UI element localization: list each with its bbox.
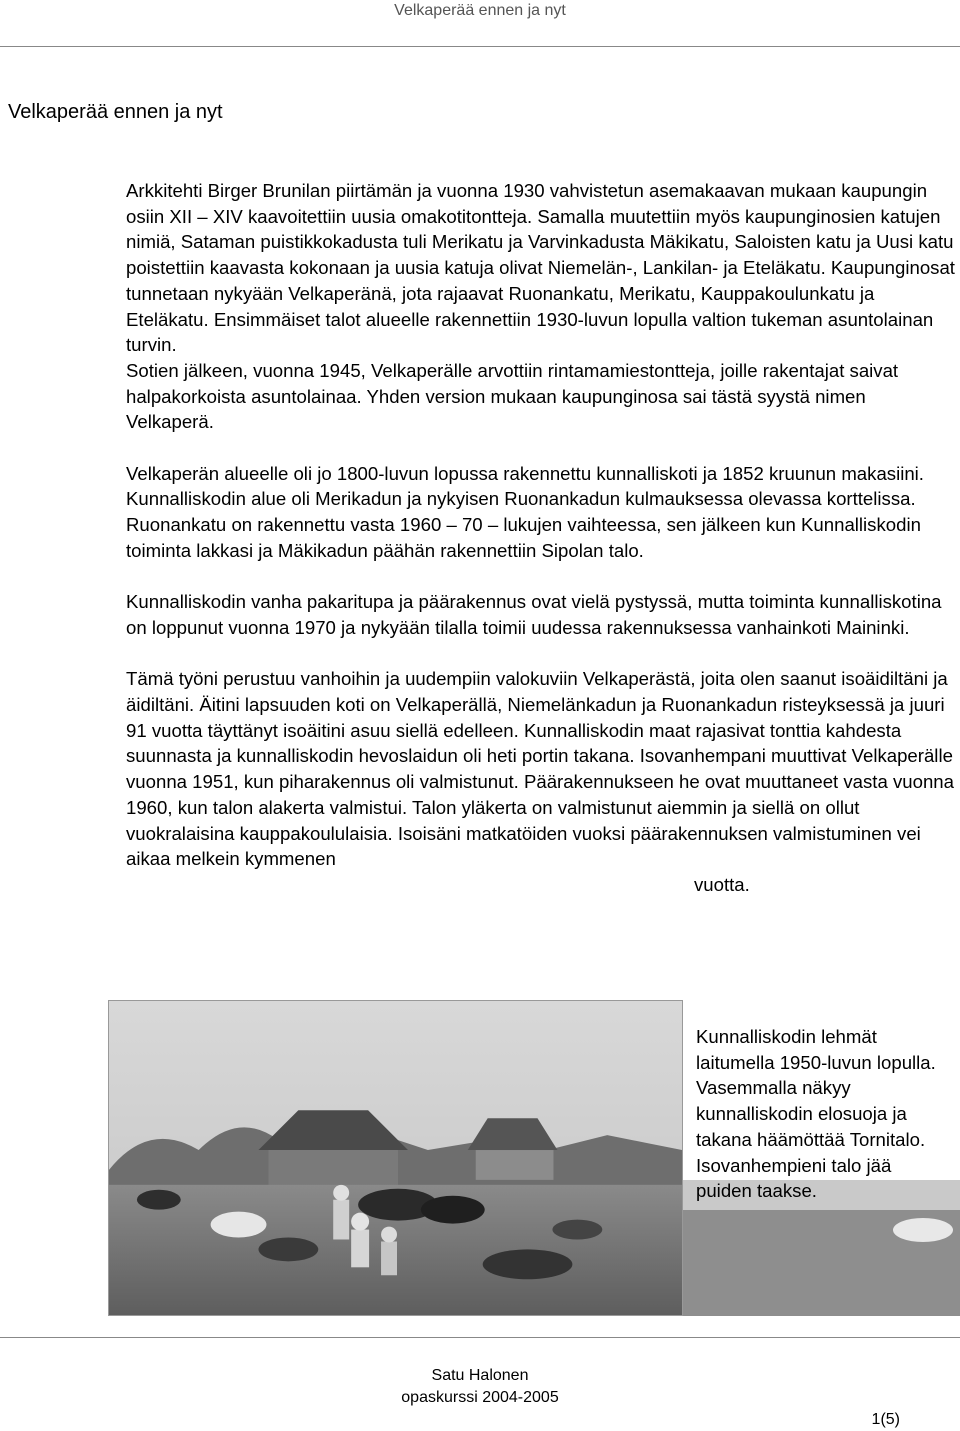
running-header: Velkaperää ennen ja nyt bbox=[394, 2, 566, 19]
paragraph-1a: Arkkitehti Birger Brunilan piirtämän ja vuonna 1930 vahvistetun asemakaavan mukaan kaupungin osiin XII – XIV kaavoitettiin uusia omakotitontteja. Samalla muutettiin myös kaupunginosien katujen nimiä, Sataman puistikkokadusta tuli Merikatu ja Varvinkadusta Mäkikatu, Saloisten katu ja Uusi katu poistettiin kaavasta kokonaan ja uusia katuja olivat Niemelän-, Lankilan- ja Eteläkatu. Kaupunginosat tunnetaan nykyään Velkaperänä, jota rajaavat Ruonankatu, Merikatu, Kauppakoulunkatu ja Eteläkatu. Ensimmäiset talot alueelle rakennettiin 1930-luvun lopulla valtion tukeman asuntolainan turvin. bbox=[126, 180, 955, 356]
paragraph-3: Kunnalliskodin vanha pakaritupa ja päärakennus ovat vielä pystyssä, mutta toiminta kunnalliskotina on loppunut vuonna 1970 ja nykyään tilalla toimii uudessa rakennuksessa vanhainkoti Maininki. bbox=[126, 591, 942, 638]
paragraph-2: Velkaperän alueelle oli jo 1800-luvun lopussa rakennettu kunnalliskoti ja 1852 kruunun makasiini. Kunnalliskodin alue oli Merikadun ja nykyisen Ruonankadun kulmauksessa olevassa korttelissa. Ruonankatu on rakennettu vasta 1960 – 70 – lukujen vaihteessa, sen jälkeen kun Kunnalliskodin toiminta lakkasi ja Mäkikadun päähän rakennettiin Sipolan talo. bbox=[126, 462, 924, 561]
paragraph-4-end: vuotta. bbox=[694, 873, 750, 895]
paragraph-1b: Sotien jälkeen, vuonna 1945, Velkaperälle arvottiin rintamamiestontteja, joille rakentajat saivat halpakorkoista asuntolainaa. Yhden version mukaan kaupunginosa sai tästä syystä nimen Velkaperä. bbox=[126, 359, 899, 433]
footer-course: opaskurssi 2004-2005 bbox=[401, 1389, 559, 1406]
body-text bbox=[126, 178, 956, 898]
header-rule bbox=[0, 46, 960, 47]
paragraph-4: Tämä työni perustuu vanhoihin ja uudempiin valokuviin Velkaperästä, joita olen saanut isoäidiltäni ja äidiltäni. Äitini lapsuuden koti on Velkaperällä, Niemelänkadun ja Ruonankadun risteyksessä ja juuri 91 vuotta täyttänyt isoäitini asuu siellä edelleen. Kunnalliskodin maat rajasivat tonttia kahdesta suunnasta ja kunnalliskodin hevoslaidun oli heti portin takana. Isovanhempani muuttivat Velkaperälle vuonna 1951, kun piharakennus oli valmistunut. Päärakennukseen he ovat muuttaneet vasta vuonna 1960, kun talon alakerta valmistui. Talon yläkerta on valmistunut aiemmin ja siellä on ollut vuokralaisina kauppakoululaisia. Isoisäni matkatöiden vuoksi päärakennuksen valmistuminen vei aikaa melkein kymmenen bbox=[126, 668, 954, 870]
photo-caption: Kunnalliskodin lehmät laitumella 1950-luvun lopulla. Vasemmalla näkyy kunnalliskodin elosuoja ja takana häämöttää Tornitalo. Isovanhempieni talo jää puiden taakse. bbox=[696, 1026, 936, 1202]
paragraph-gap bbox=[126, 564, 956, 590]
document-title: Velkaperää ennen ja nyt bbox=[8, 101, 223, 123]
photo-illustration bbox=[109, 1001, 682, 1315]
footer-rule bbox=[0, 1337, 960, 1338]
page-number: 1(5) bbox=[871, 1411, 900, 1428]
paragraph-gap bbox=[126, 435, 956, 461]
photo-cows-in-pasture bbox=[108, 1000, 683, 1316]
footer-author: Satu Halonen bbox=[431, 1367, 529, 1384]
paragraph-gap bbox=[126, 641, 956, 667]
